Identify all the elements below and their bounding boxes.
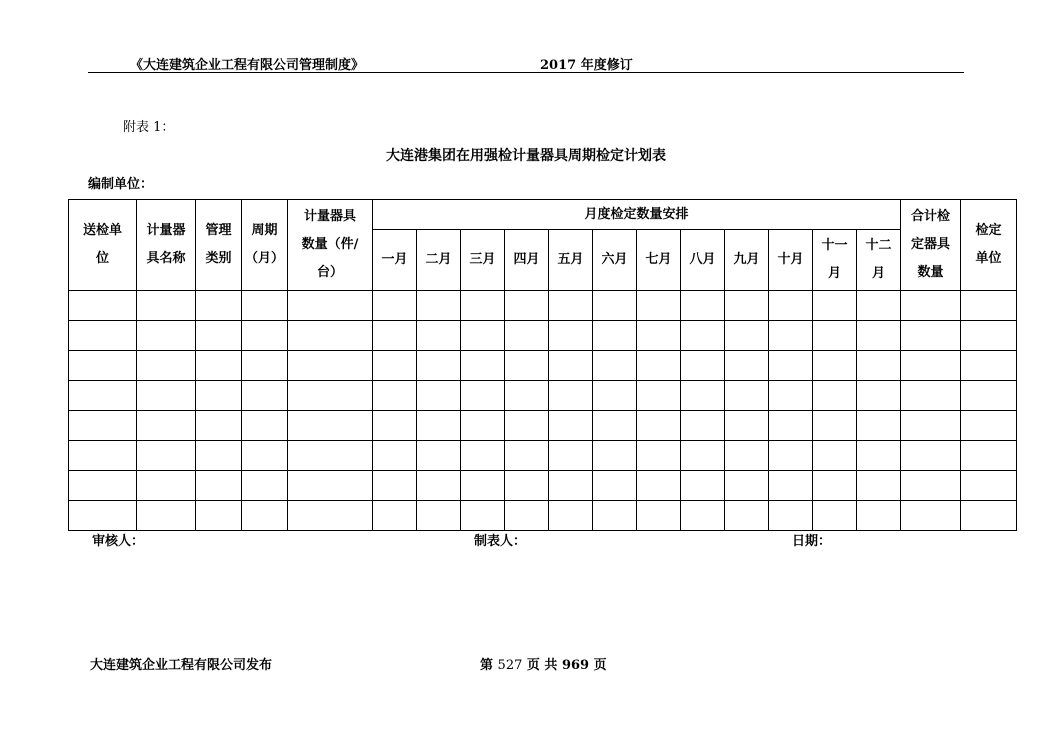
table-body	[69, 291, 1017, 531]
table-cell	[901, 441, 961, 471]
document-header-revision: 2017 年度修订	[540, 58, 633, 73]
header-month-3: 三月	[461, 230, 505, 291]
table-cell	[549, 321, 593, 351]
table-cell	[857, 411, 901, 441]
header-month-9: 九月	[725, 230, 769, 291]
table-cell	[725, 441, 769, 471]
reviewer-label: 审核人：	[92, 534, 145, 549]
table-cell	[196, 321, 242, 351]
header-month-8: 八月	[681, 230, 725, 291]
table-cell	[813, 291, 857, 321]
table-row	[69, 441, 1017, 471]
table-cell	[637, 441, 681, 471]
table-cell	[242, 501, 288, 531]
table-cell	[901, 381, 961, 411]
table-cell	[593, 351, 637, 381]
table-cell	[637, 321, 681, 351]
table-cell	[461, 411, 505, 441]
table-cell	[417, 381, 461, 411]
table-cell	[417, 411, 461, 441]
table-cell	[725, 471, 769, 501]
table-row	[69, 291, 1017, 321]
table-cell	[137, 441, 196, 471]
table-cell	[69, 381, 137, 411]
table-cell	[857, 441, 901, 471]
table-cell	[813, 411, 857, 441]
date-label: 日期：	[792, 534, 832, 549]
table-cell	[549, 471, 593, 501]
table-row	[69, 501, 1017, 531]
table-cell	[901, 321, 961, 351]
table-cell	[417, 351, 461, 381]
header-month-1: 一月	[373, 230, 417, 291]
table-cell	[69, 291, 137, 321]
table-cell	[725, 321, 769, 351]
header-monthly-schedule: 月度检定数量安排	[373, 200, 901, 230]
table-cell	[288, 291, 373, 321]
table-cell	[637, 471, 681, 501]
table-row	[69, 381, 1017, 411]
compile-unit-label: 编制单位：	[88, 177, 154, 192]
table-cell	[725, 381, 769, 411]
table-cell	[461, 441, 505, 471]
table-cell	[725, 351, 769, 381]
table-cell	[681, 471, 725, 501]
table-cell	[681, 351, 725, 381]
table-cell	[373, 291, 417, 321]
table-cell	[901, 501, 961, 531]
table-cell	[242, 351, 288, 381]
table-cell	[69, 351, 137, 381]
table-cell	[769, 291, 813, 321]
header-month-6: 六月	[593, 230, 637, 291]
table-cell	[288, 351, 373, 381]
header-quantity: 计量器具 数量（件/ 台）	[288, 200, 373, 291]
table-cell	[196, 411, 242, 441]
header-verification-unit: 检定 单位	[961, 200, 1017, 291]
table-cell	[373, 441, 417, 471]
table-cell	[961, 501, 1017, 531]
table-cell	[725, 291, 769, 321]
table-cell	[373, 351, 417, 381]
table-cell	[961, 381, 1017, 411]
table-cell	[417, 321, 461, 351]
table-cell	[69, 471, 137, 501]
table-cell	[549, 411, 593, 441]
table-cell	[961, 411, 1017, 441]
table-cell	[857, 321, 901, 351]
table-cell	[637, 381, 681, 411]
table-cell	[417, 291, 461, 321]
table-cell	[288, 411, 373, 441]
table-cell	[549, 441, 593, 471]
table-cell	[681, 411, 725, 441]
header-instrument-name: 计量器 具名称	[137, 200, 196, 291]
table-cell	[505, 351, 549, 381]
header-period: 周期 （月）	[242, 200, 288, 291]
table-cell	[242, 471, 288, 501]
table-cell	[505, 291, 549, 321]
table-cell	[681, 381, 725, 411]
table-cell	[857, 471, 901, 501]
table-cell	[137, 471, 196, 501]
table-cell	[461, 471, 505, 501]
table-cell	[769, 501, 813, 531]
table-cell	[69, 441, 137, 471]
table-cell	[857, 381, 901, 411]
table-cell	[288, 321, 373, 351]
table-cell	[901, 291, 961, 321]
table-cell	[196, 381, 242, 411]
table-cell	[637, 501, 681, 531]
table-cell	[461, 291, 505, 321]
table-cell	[769, 381, 813, 411]
header-send-unit: 送检单 位	[69, 200, 137, 291]
table-cell	[769, 321, 813, 351]
table-cell	[137, 501, 196, 531]
verification-plan-table	[68, 199, 1017, 531]
table-cell	[769, 351, 813, 381]
table-cell	[137, 411, 196, 441]
table-cell	[549, 381, 593, 411]
table-cell	[242, 321, 288, 351]
table-cell	[373, 471, 417, 501]
table-cell	[461, 321, 505, 351]
table-cell	[813, 441, 857, 471]
table-cell	[69, 321, 137, 351]
table-cell	[417, 501, 461, 531]
header-month-12: 十二 月	[857, 230, 901, 291]
table-cell	[69, 411, 137, 441]
table-cell	[417, 471, 461, 501]
table-cell	[137, 291, 196, 321]
table-cell	[593, 321, 637, 351]
table-cell	[901, 471, 961, 501]
table-cell	[505, 381, 549, 411]
table-title: 大连港集团在用强检计量器具周期检定计划表	[386, 148, 666, 164]
table-cell	[549, 291, 593, 321]
table-cell	[813, 321, 857, 351]
table-cell	[288, 441, 373, 471]
table-cell	[813, 501, 857, 531]
table-cell	[288, 471, 373, 501]
appendix-label: 附表 1：	[123, 120, 175, 135]
table-cell	[961, 321, 1017, 351]
table-cell	[373, 321, 417, 351]
table-cell	[681, 291, 725, 321]
table-cell	[593, 291, 637, 321]
table-cell	[901, 411, 961, 441]
table-cell	[242, 291, 288, 321]
header-management-category: 管理 类别	[196, 200, 242, 291]
table-cell	[373, 411, 417, 441]
table-cell	[593, 441, 637, 471]
header-month-4: 四月	[505, 230, 549, 291]
table-cell	[461, 351, 505, 381]
table-cell	[549, 351, 593, 381]
table-cell	[813, 381, 857, 411]
table-row	[69, 351, 1017, 381]
table-cell	[593, 381, 637, 411]
table-cell	[725, 501, 769, 531]
table-cell	[857, 351, 901, 381]
header-total-quantity: 合计检 定器具 数量	[901, 200, 961, 291]
table-cell	[769, 471, 813, 501]
table-cell	[637, 411, 681, 441]
table-cell	[373, 381, 417, 411]
table-cell	[196, 471, 242, 501]
table-cell	[461, 501, 505, 531]
table-cell	[769, 411, 813, 441]
table-cell	[637, 351, 681, 381]
table-cell	[288, 501, 373, 531]
header-month-5: 五月	[549, 230, 593, 291]
table-cell	[725, 411, 769, 441]
table-cell	[505, 501, 549, 531]
table-cell	[137, 321, 196, 351]
table-cell	[137, 351, 196, 381]
table-cell	[196, 501, 242, 531]
table-cell	[681, 321, 725, 351]
table-cell	[857, 291, 901, 321]
footer-publisher: 大连建筑企业工程有限公司发布	[90, 658, 273, 673]
table-cell	[196, 351, 242, 381]
table-cell	[901, 351, 961, 381]
header-month-2: 二月	[417, 230, 461, 291]
table-cell	[681, 441, 725, 471]
table-cell	[69, 501, 137, 531]
document-header-title: 《大连建筑企业工程有限公司管理制度》	[130, 58, 365, 73]
table-cell	[417, 441, 461, 471]
preparer-label: 制表人：	[474, 534, 527, 549]
table-row	[69, 411, 1017, 441]
table-cell	[242, 411, 288, 441]
table-cell	[242, 441, 288, 471]
table-cell	[549, 501, 593, 531]
header-month-10: 十月	[769, 230, 813, 291]
table-cell	[288, 381, 373, 411]
table-cell	[196, 291, 242, 321]
table-cell	[505, 411, 549, 441]
table-cell	[961, 441, 1017, 471]
table-cell	[681, 501, 725, 531]
table-cell	[813, 351, 857, 381]
table-cell	[857, 501, 901, 531]
table-cell	[593, 501, 637, 531]
table-cell	[373, 501, 417, 531]
table-cell	[637, 291, 681, 321]
table-cell	[961, 351, 1017, 381]
table-cell	[196, 441, 242, 471]
header-month-11: 十一 月	[813, 230, 857, 291]
table-row	[69, 471, 1017, 501]
footer-page-number: 第 527 页 共 969 页	[480, 658, 607, 673]
header-month-7: 七月	[637, 230, 681, 291]
table-cell	[137, 381, 196, 411]
table-cell	[769, 441, 813, 471]
table-cell	[505, 441, 549, 471]
table-cell	[505, 471, 549, 501]
table-cell	[593, 411, 637, 441]
table-cell	[813, 471, 857, 501]
table-cell	[961, 291, 1017, 321]
table-cell	[593, 471, 637, 501]
table-cell	[461, 381, 505, 411]
table-cell	[961, 471, 1017, 501]
table-cell	[242, 381, 288, 411]
header-rule	[88, 72, 964, 73]
table-cell	[505, 321, 549, 351]
table-row	[69, 321, 1017, 351]
